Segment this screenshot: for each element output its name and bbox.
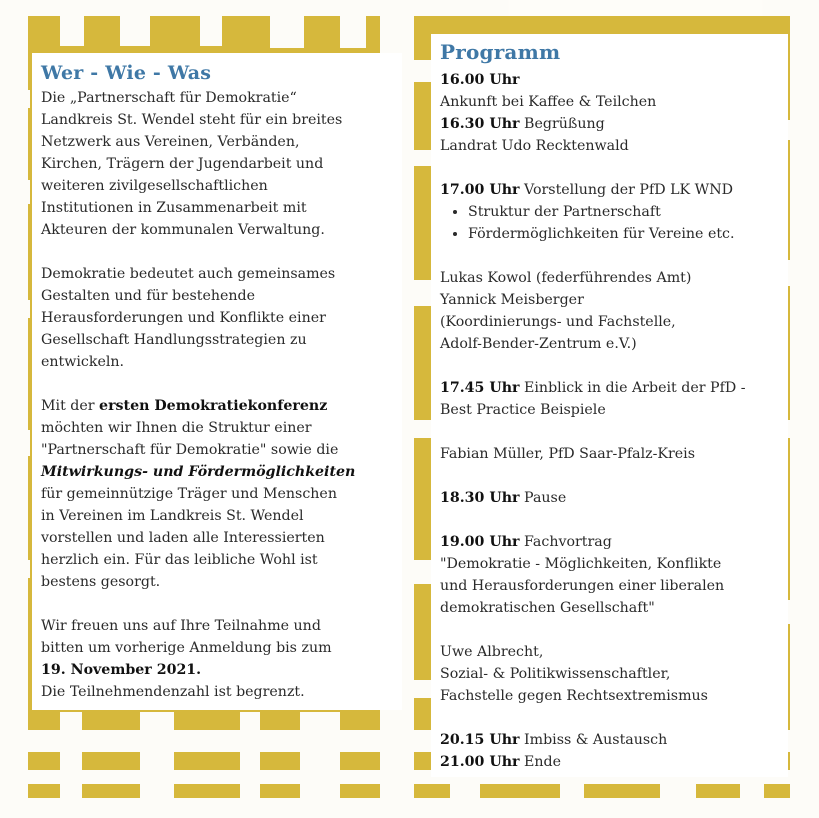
left-heading: Wer - Wie - Was [41,62,212,84]
program-item-1830 [440,487,784,509]
democracy-paragraph: Demokratie bedeutet auch gemeinsames Gestalten und für bestehende Herausforderungen und Konflikte einer Gesellschaft Handlungsstrategien zu entwickeln. [41,266,336,370]
left-info-panel [32,53,402,710]
list-item: • Struktur der Partnerschaft [468,201,784,223]
program-panel [431,34,788,777]
program-item-2015 [440,729,784,751]
program-sub-1630: Landrat Udo Recktenwald [440,138,629,154]
label-2015: Imbiss & Austausch [519,732,668,748]
program-item-2100 [440,751,784,773]
participation-phrase: Mitwirkungs- und Fördermöglichkeiten [41,464,356,480]
speaker-1900: Uwe Albrecht, Sozial- & Politikwissenschaftler, Fachstelle gegen Rechtsextremismus [440,644,708,704]
program-item-1700 [440,179,784,201]
time-2100: 21.00 Uhr [440,754,520,770]
program-text-1600: Ankunft bei Kaffee & Teilchen [440,94,657,110]
speakers-1700: Lukas Kowol (federführendes Amt) Yannick Meisberger (Koordinierungs- und Fachstelle, Adolf-Bender-Zentrum e.V.) [440,270,692,352]
program-bullets [440,201,784,245]
conference-paragraph [41,395,394,593]
time-1830: 18.30 Uhr [440,490,520,506]
intro-paragraph: Die „Partnerschaft für Demokratie“ Landkreis St. Wendel steht für ein breites Netzwerk aus Vereinen, Verbänden, Kirchen, Trägern der Jugendarbeit und weiteren zivilgesellschaftlichen Institutionen in Zusammenarbeit mit Akteuren der kommunalen Verwaltung. [41,90,343,238]
label-1745: Einblick in die Arbeit der PfD - Best Practice Beispiele [440,380,746,418]
label-1630: Begrüßung [519,116,605,132]
program-heading: Programm [440,40,561,64]
time-1900: 19.00 Uhr [440,534,520,550]
program-item-1630 [440,113,784,135]
conference-name: ersten Demokratiekonferenz [99,398,328,414]
time-1630: 16.30 Uhr [440,116,520,132]
program-item-1745 [440,377,784,421]
registration-paragraph [41,615,394,703]
program-item-1900 [440,531,784,619]
speaker-1745: Fabian Müller, PfD Saar-Pfalz-Kreis [440,446,695,462]
time-2015: 20.15 Uhr [440,732,520,748]
conference-text-c: für gemeinnützige Träger und Menschen in Vereinen im Landkreis St. Wendel vorstellen und laden alle Interessierten herzlich ein. Für das leibliche Wohl ist bestens gesorgt. [41,486,337,590]
registration-text-b: Die Teilnehmendenzahl ist begrenzt. [41,684,305,700]
list-item: • Fördermöglichkeiten für Vereine etc. [468,223,784,245]
time-1700: 17.00 Uhr [440,182,520,198]
label-1830: Pause [519,490,567,506]
registration-text-a: Wir freuen uns auf Ihre Teilnahme und bitten um vorherige Anmeldung bis zum [41,618,332,656]
conference-text-a: Mit der [41,398,100,414]
label-1900: Fachvortrag "Demokratie - Möglichkeiten, Konflikte und Herausforderungen einer liberalen demokratischen Gesellschaft" [440,534,725,616]
registration-deadline: 19. November 2021. [41,662,202,678]
label-1700: Vorstellung der PfD LK WND [519,182,733,198]
time-1745: 17.45 Uhr [440,380,520,396]
label-2100: Ende [519,754,562,770]
program-item-1600 [440,69,784,91]
time-1600: 16.00 Uhr [440,72,520,88]
conference-text-b: möchten wir Ihnen die Struktur einer "Partnerschaft für Demokratie" sowie die [41,420,339,458]
